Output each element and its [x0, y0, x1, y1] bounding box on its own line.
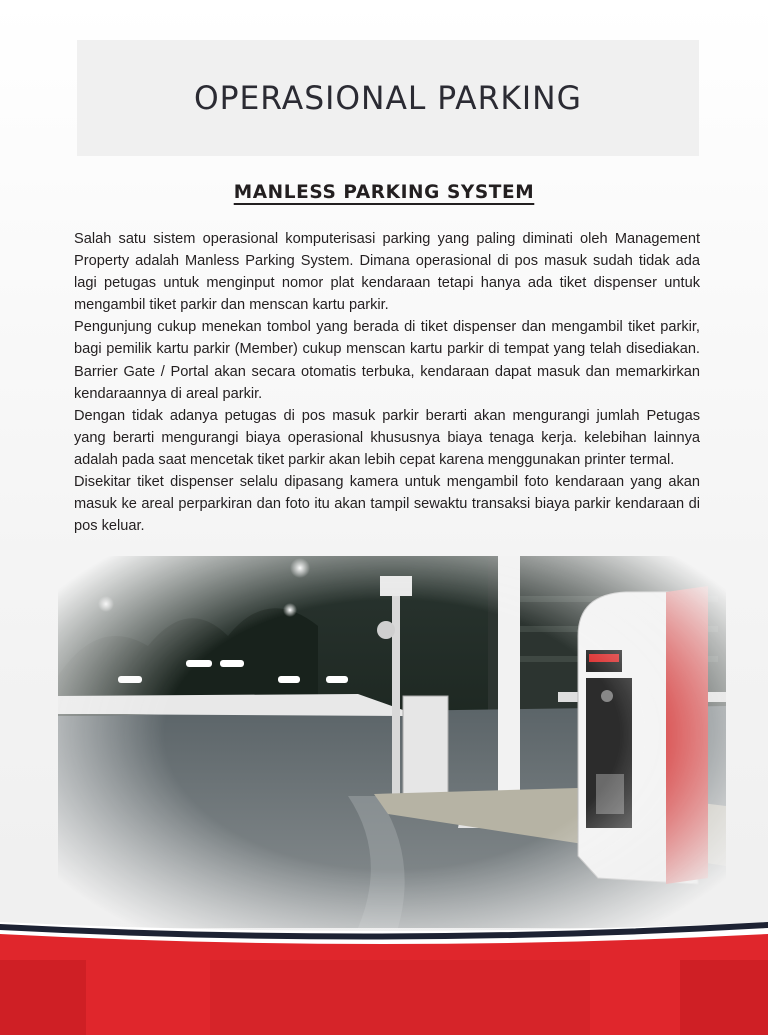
dispenser-screen	[596, 774, 624, 814]
section-title: MANLESS PARKING SYSTEM	[233, 182, 535, 203]
light-strip	[278, 676, 300, 683]
page-title: OPERASIONAL PARKING	[194, 79, 582, 117]
light-strip	[326, 676, 348, 683]
paragraph: Salah satu sistem operasional komputerisasi parking yang paling diminati oleh Management Property adalah Manless Parking System. Dimana operasional di pos masuk sudah tidak ada lagi petugas untuk menginput nomor plat kendaraan tetapi hanya ada tiket dispenser untuk mengambil tiket parkir dan menscan kartu parkir.	[74, 231, 700, 314]
footer-red-block-center	[210, 960, 590, 1035]
body-text	[74, 228, 700, 537]
barrier-arm	[58, 694, 403, 716]
paragraph: Pengunjung cukup menekan tombol yang berada di tiket dispenser dan mengambil tiket parkir, bagi pemilik kartu parkir (Member) cukup menscan kartu parkir di tempat yang telah disediakan. Barrier Gate / Portal akan secara otomatis terbuka, kendaraan dapat masuk dan memarkirkan kendaraannya di areal parkir.	[74, 319, 700, 402]
dispenser-button	[601, 690, 613, 702]
light-strip	[186, 660, 212, 667]
paragraph: Disekitar tiket dispenser selalu dipasang kamera untuk mengambil foto kendaraan yang akan masuk ke areal perparkiran dan foto itu akan tampil sewaktu transaksi biaya parkir kendaraan di pos keluar.	[74, 474, 700, 535]
parking-gate-photo	[58, 556, 726, 928]
dispenser-display-text	[589, 654, 619, 662]
camera-pole	[392, 584, 400, 799]
light-strip	[220, 660, 244, 667]
camera-icon	[377, 621, 395, 639]
column	[498, 556, 520, 791]
footer-red-block-left	[0, 960, 86, 1035]
street-light	[283, 603, 297, 617]
barrier-gate-box	[403, 696, 448, 801]
dispenser-red-side	[666, 586, 708, 884]
street-light	[290, 558, 310, 578]
light-strip	[118, 676, 142, 683]
header-banner	[77, 40, 699, 156]
sign-box	[380, 576, 412, 596]
paragraph: Dengan tidak adanya petugas di pos masuk parkir berarti akan mengurangi jumlah Petugas yang berarti mengurangi biaya operasional khususnya biaya tenaga kerja. kelebihan lainnya adalah pada saat mencetak tiket parkir akan lebih cepat karena menggunakan printer termal.	[74, 407, 700, 468]
footer-red-block-right	[680, 960, 768, 1035]
street-light	[98, 596, 114, 612]
footer-decoration	[0, 900, 768, 1035]
section-title-wrapper	[0, 176, 768, 204]
